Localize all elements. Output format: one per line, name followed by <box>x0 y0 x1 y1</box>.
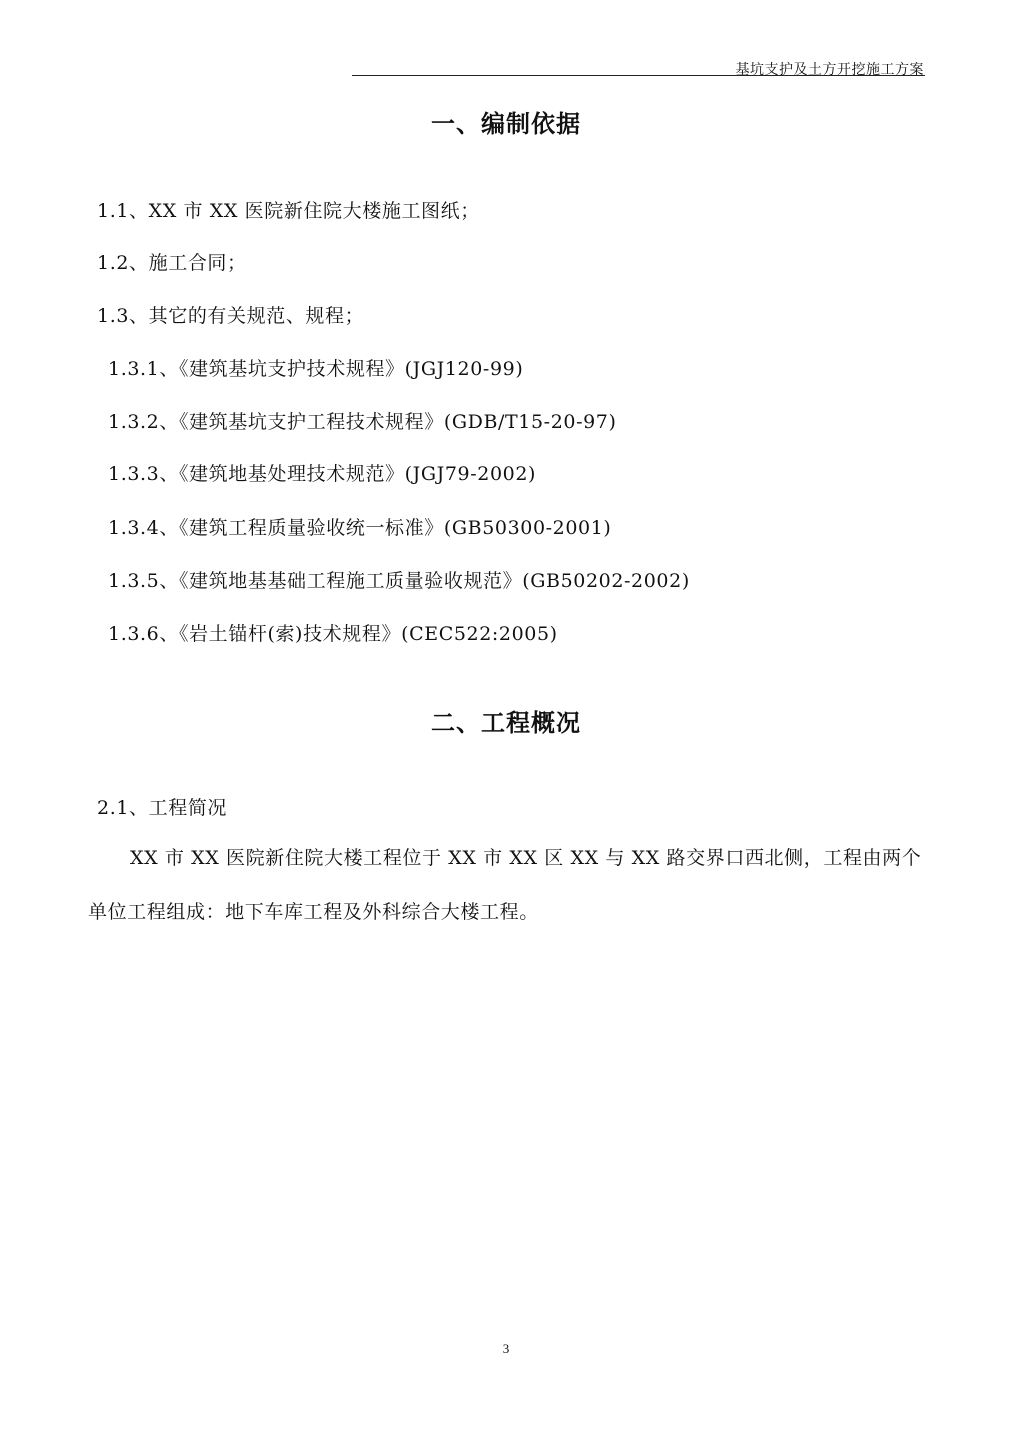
list-item-1-3-1: 1.3.1、《建筑基坑支护技术规程》(JGJ120-99) <box>108 358 524 380</box>
page-number: 3 <box>502 1341 510 1356</box>
list-item-1-3-3: 1.3.3、《建筑地基处理技术规范》(JGJ79-2002) <box>108 463 537 485</box>
header-rule <box>352 75 925 76</box>
list-item-1-3-4: 1.3.4、《建筑工程质量验收统一标准》(GB50300-2001) <box>108 517 612 539</box>
list-item-1-2: 1.2、施工合同； <box>97 252 247 274</box>
list-item-1-3-5: 1.3.5、《建筑地基基础工程施工质量验收规范》(GB50202-2002) <box>108 570 690 592</box>
list-item-1-3: 1.3、其它的有关规范、规程； <box>97 305 365 327</box>
section-2-title: 二、工程概况 <box>431 709 581 737</box>
list-item-1-3-6: 1.3.6、《岩土锚杆(索)技术规程》(CEC522:2005) <box>108 623 558 645</box>
list-item-1-3-2: 1.3.2、《建筑基坑支护工程技术规程》(GDB/T15-20-97) <box>108 411 617 433</box>
section-1-title: 一、编制依据 <box>431 110 581 138</box>
project-overview-paragraph: XX 市 XX 医院新住院大楼工程位于 XX 市 XX 区 XX 与 XX 路交界口西北侧，工程由两个单位工程组成：地下车库工程及外科综合大楼工程。 <box>88 847 922 923</box>
list-item-1-1: 1.1、XX 市 XX 医院新住院大楼施工图纸； <box>97 200 480 222</box>
header-title: 基坑支护及土方开挖施工方案 <box>735 62 924 78</box>
subsection-2-1-title: 2.1、工程简况 <box>97 797 228 819</box>
